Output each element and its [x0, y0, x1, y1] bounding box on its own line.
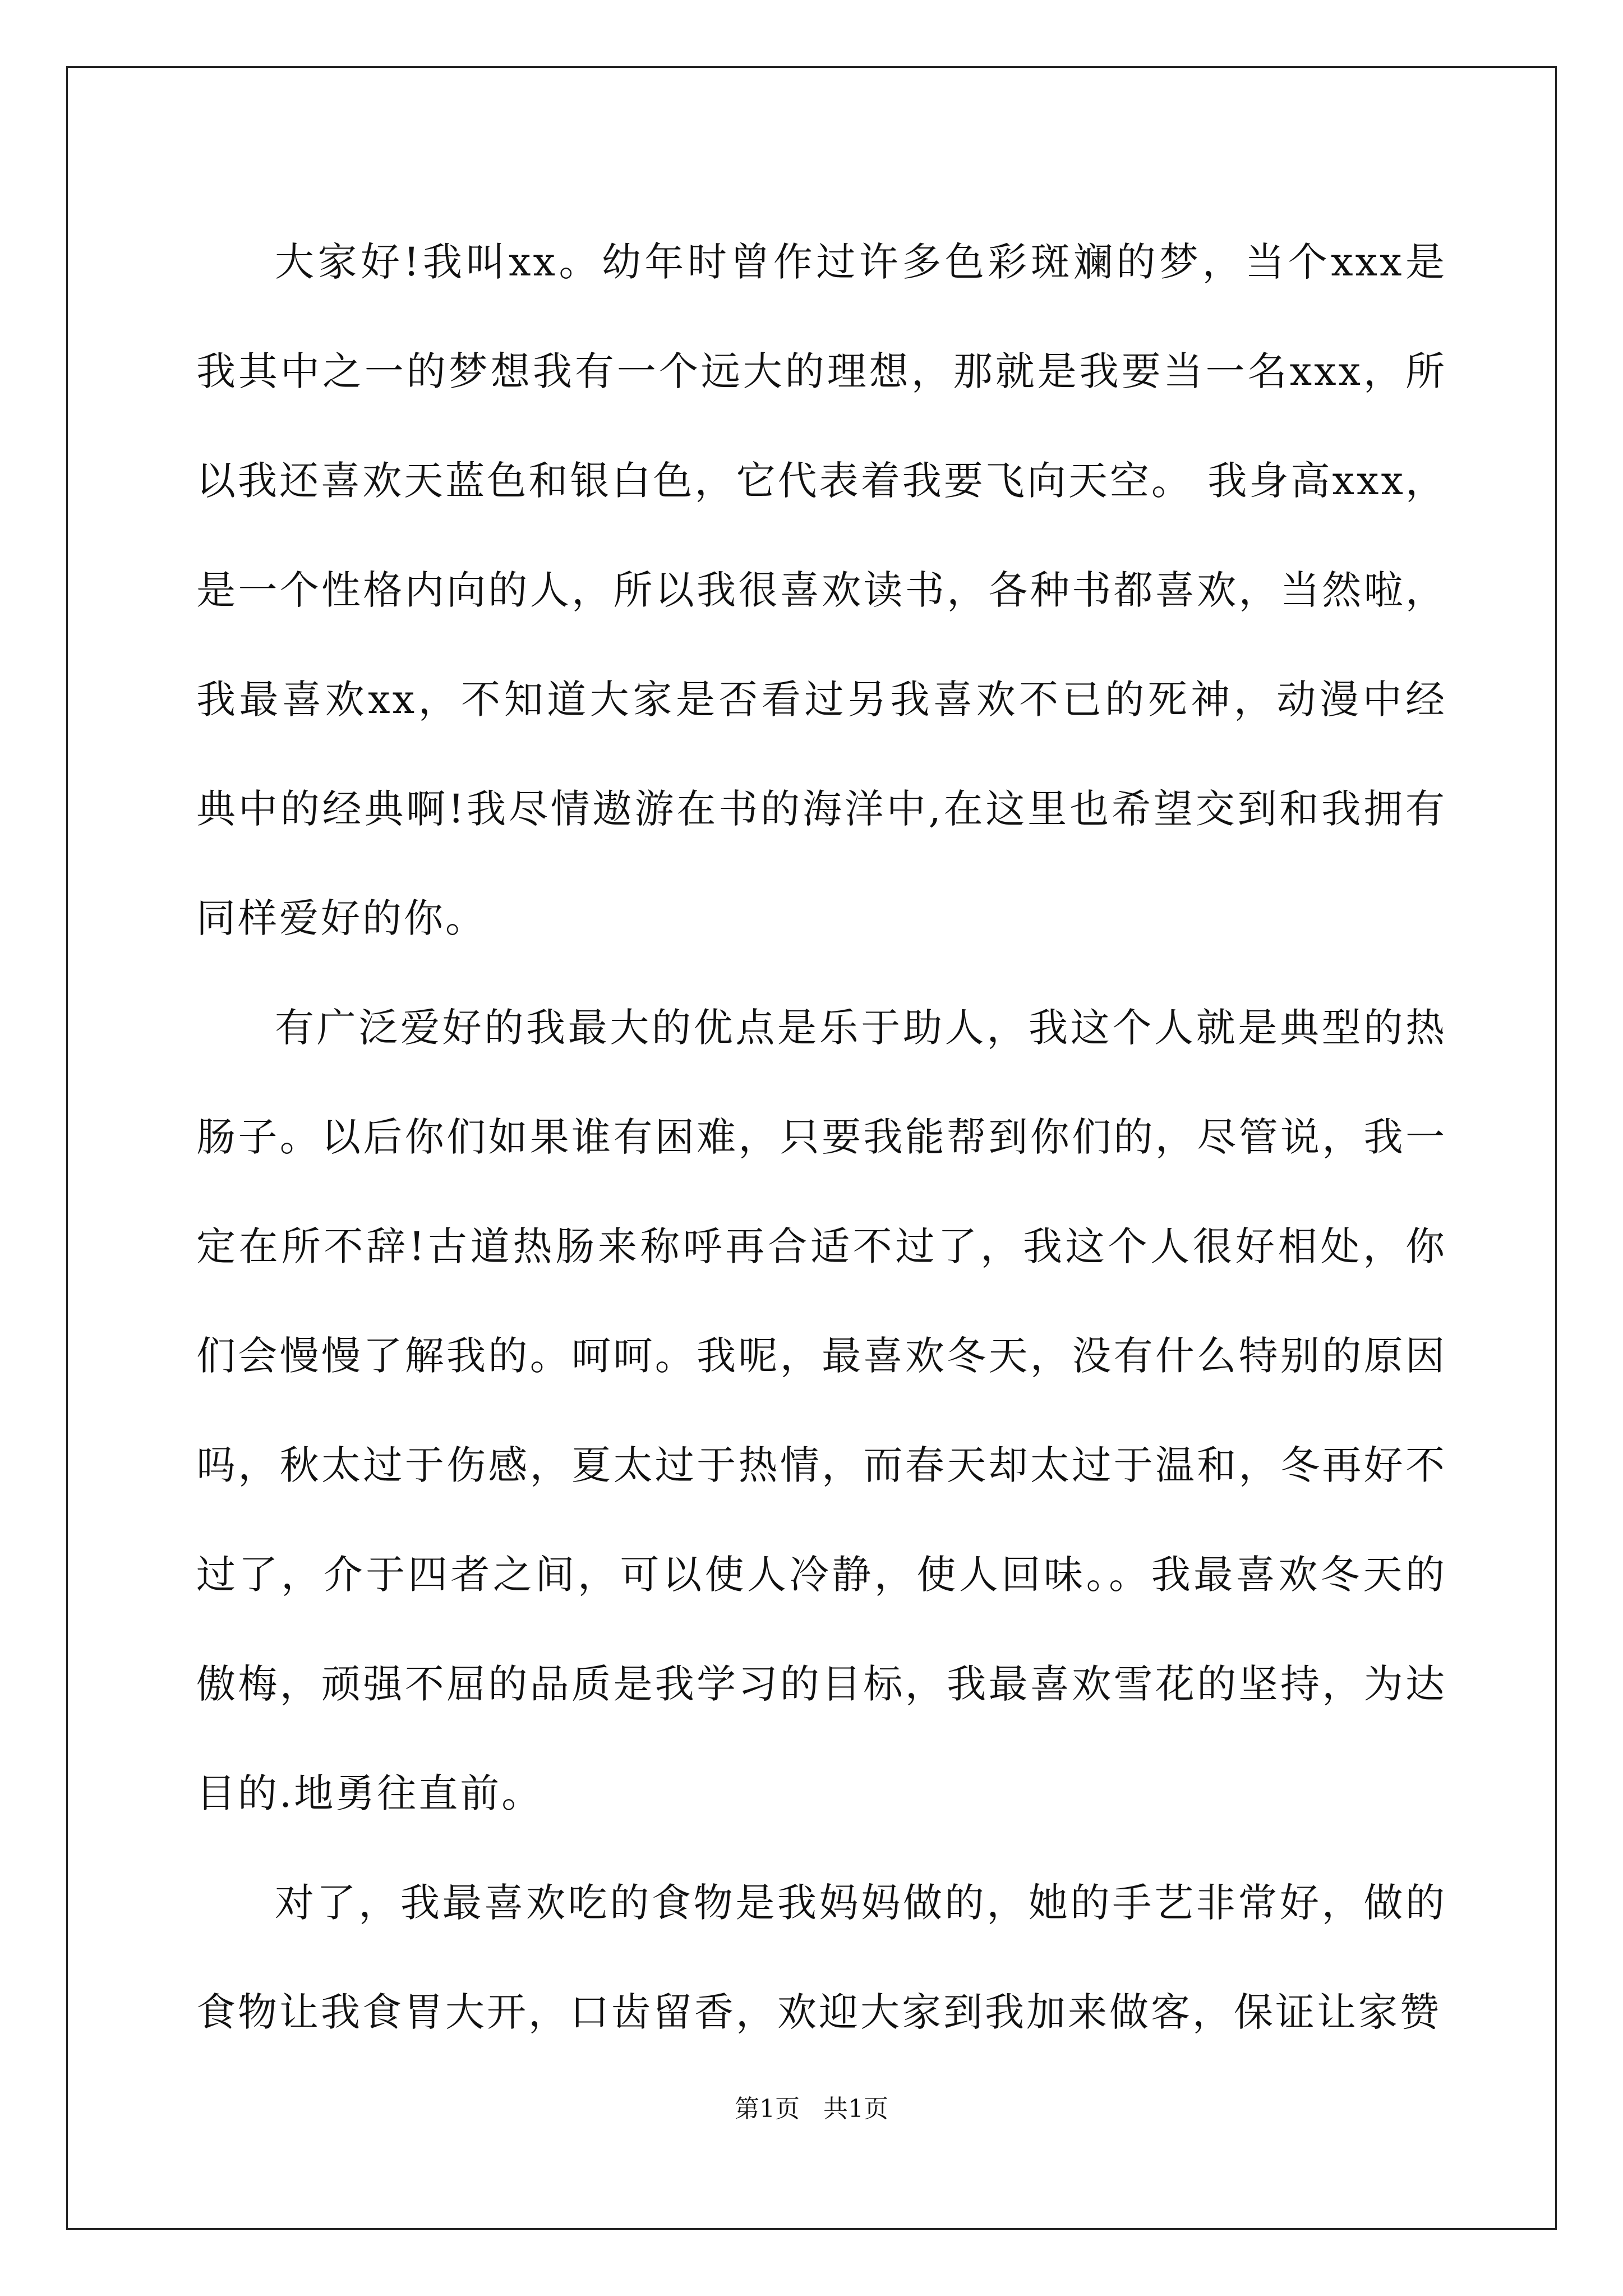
- document-body: [196, 208, 1447, 2067]
- paragraph-1: 大家好!我叫xx。幼年时曾作过许多色彩斑斓的梦，当个xxx是我其中之一的梦想我有一个远大的理想，那就是我要当一名xxx，所以我还喜欢天蓝色和银白色，它代表着我要飞向天空。 我身高xxx，是一个性格内向的人，所以我很喜欢读书，各种书都喜欢，当然啦，我最喜欢xx，不知道大家是否看过另我喜欢不已的死神，动漫中经典中的经典啊!我尽情遨游在书的海洋中,在这里也希望交到和我拥有同样爱好的你。: [196, 239, 1447, 941]
- paragraph-2: 有广泛爱好的我最大的优点是乐于助人，我这个人就是典型的热肠子。以后你们如果谁有困难，只要我能帮到你们的，尽管说，我一定在所不辞!古道热肠来称呼再合适不过了，我这个人很好相处，你们会慢慢了解我的。呵呵。我呢，最喜欢冬天，没有什么特别的原因吗，秋太过于伤感，夏太过于热情，而春天却太过于温和，冬再好不过了，介于四者之间，可以使人冷静，使人回味。。我最喜欢冬天的傲梅，顽强不屈的品质是我学习的目标，我最喜欢雪花的坚持，为达目的.地勇往直前。: [196, 1005, 1447, 1816]
- paragraph-3: 对了，我最喜欢吃的食物是我妈妈做的，她的手艺非常好，做的食物让我食胃大开，口齿留香，欢迎大家到我加来做客，保证让家赞: [196, 1880, 1447, 2035]
- page-footer: 第1页 共1页: [735, 2095, 888, 2123]
